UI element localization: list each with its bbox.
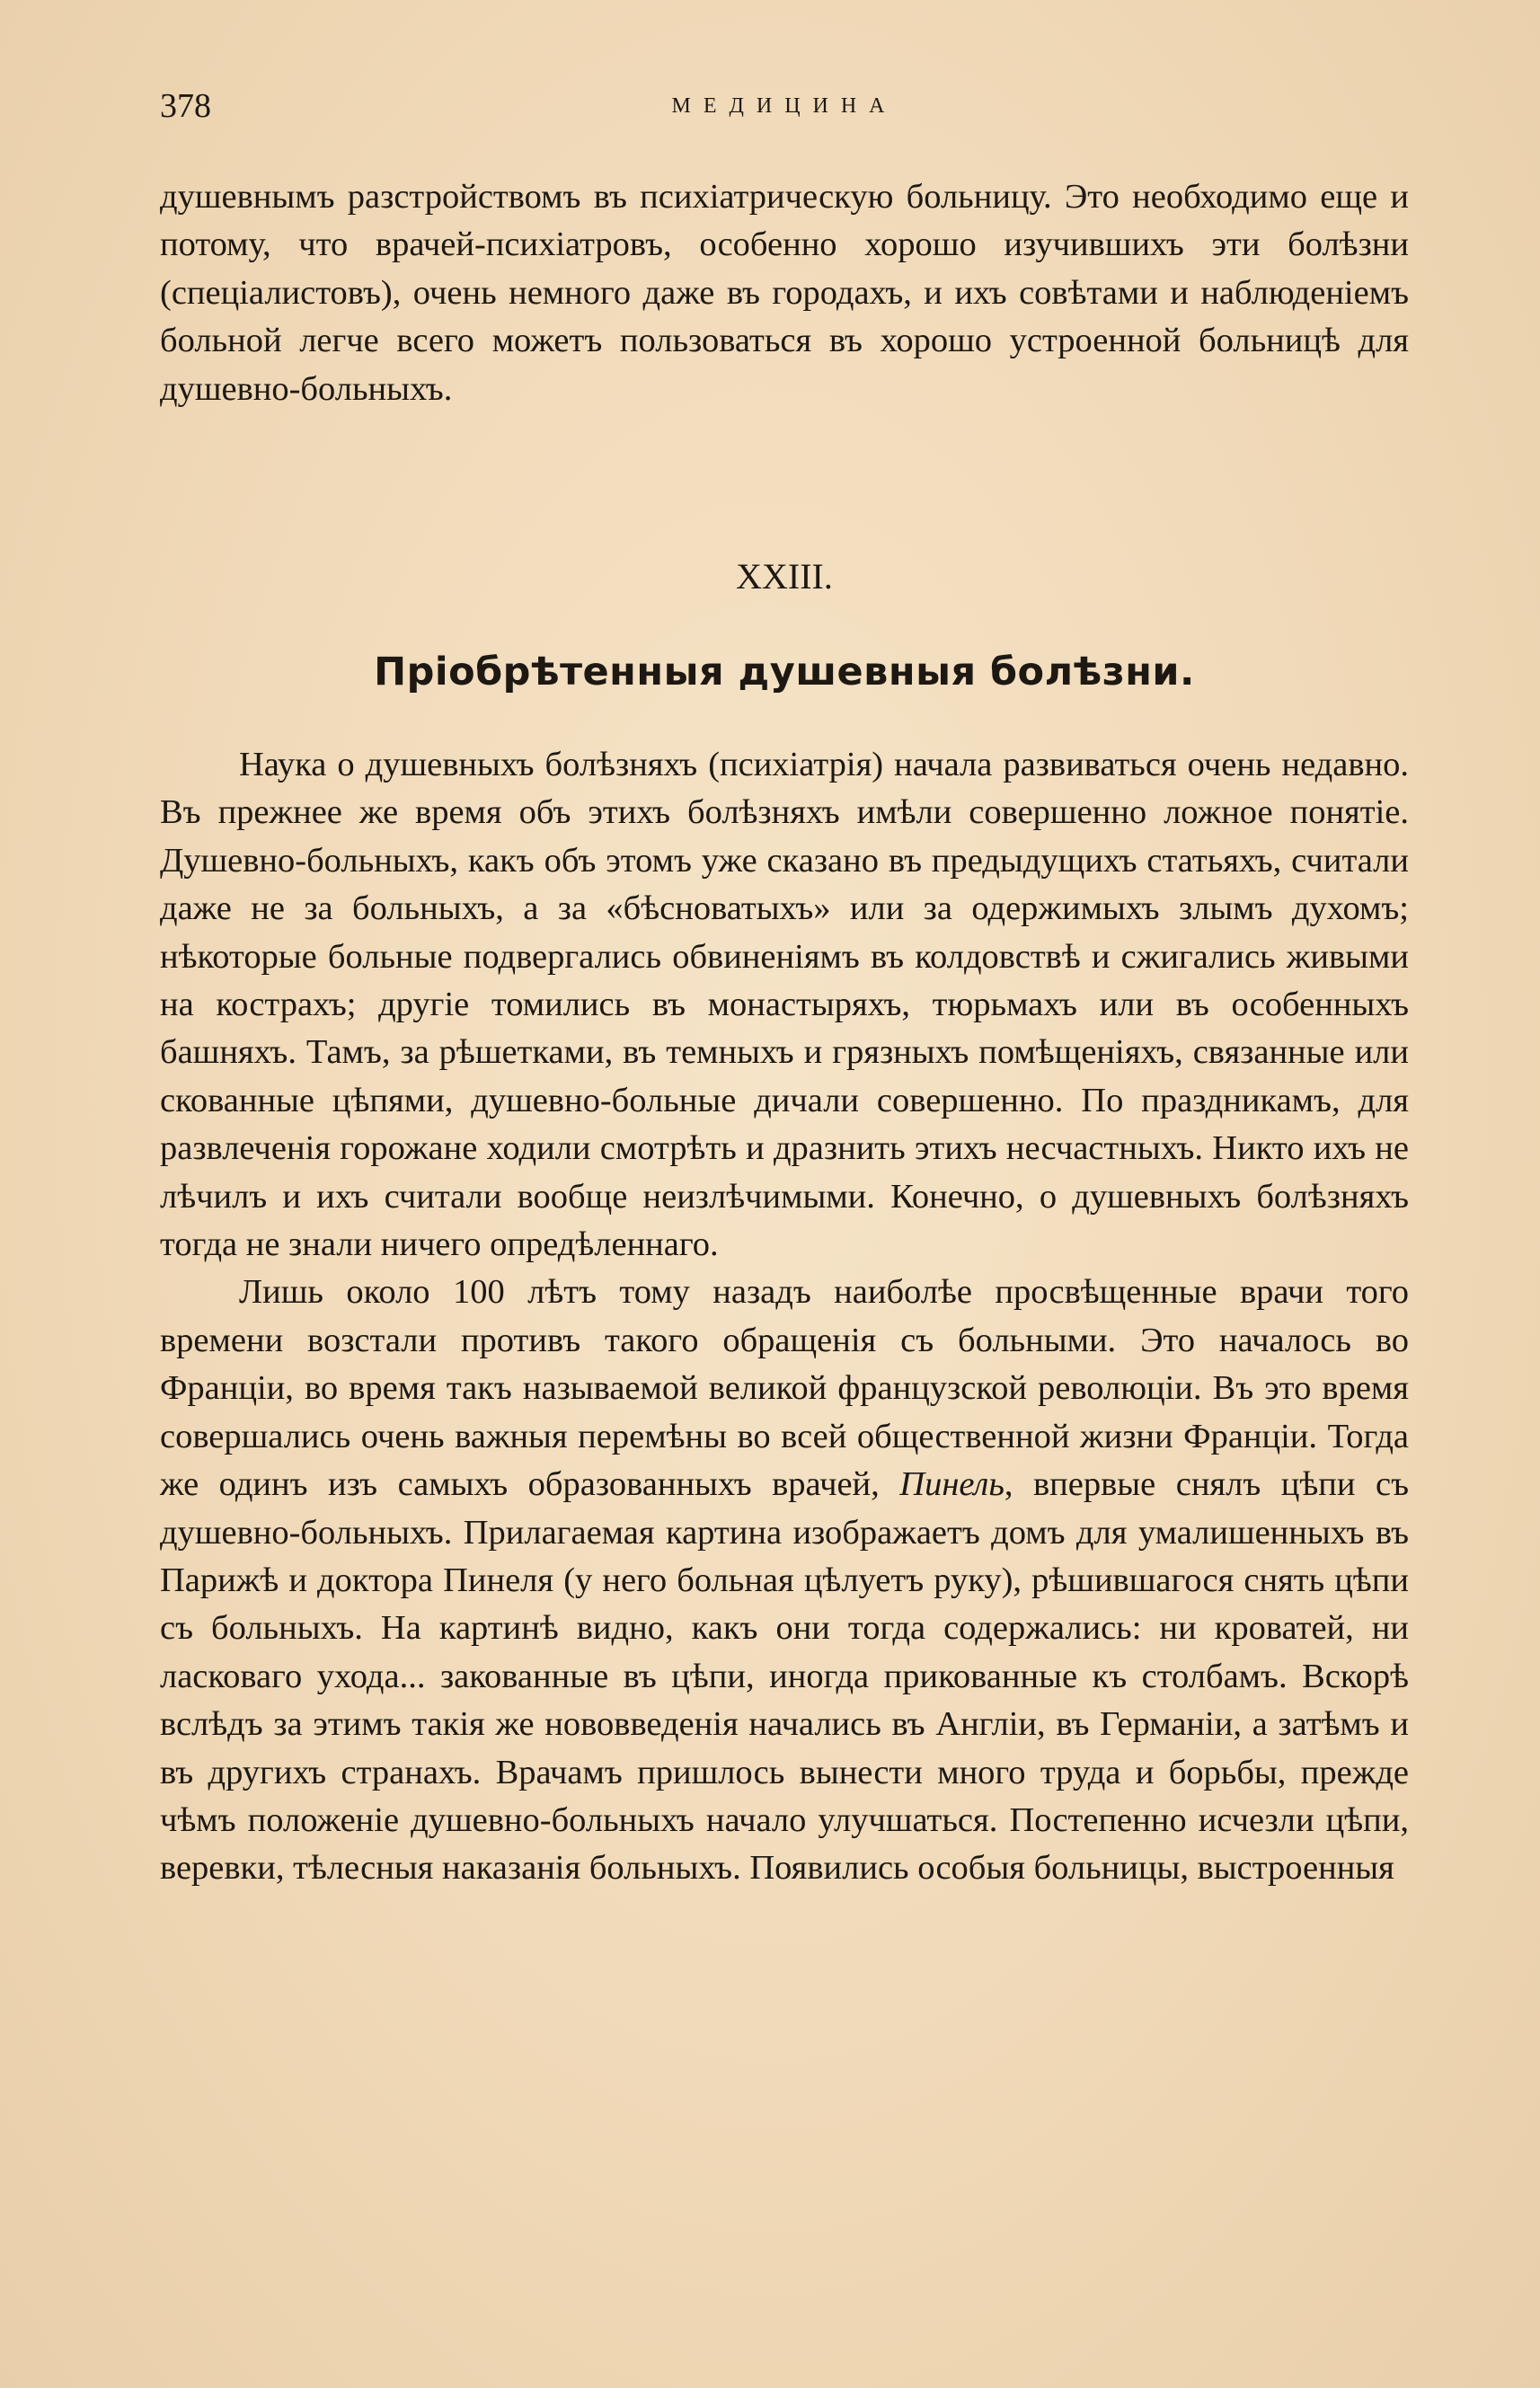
paragraph-2-after: , впервые снялъ цѣпи съ душевно-больныхъ. Прилагаемая картина изображаетъ домъ для умалишенныхъ въ Парижѣ и доктора Пинеля (у него больная цѣлуетъ руку), рѣшившагося снять цѣпи съ больныхъ. На картинѣ видно, какъ они тогда содержались: ни кроватей, ни ласковаго ухода... закованные въ цѣпи, иногда прикованные къ столбамъ. Вскорѣ вслѣдъ за этимъ такія же нововведенія начались въ Англіи, въ Германіи, а затѣмъ и въ другихъ странахъ. Врачамъ пришлось вынести много труда и борьбы, прежде чѣмъ положеніе душевно-больныхъ начало улучшаться. Постепенно исчезли цѣпи, веревки, тѣлесныя наказанія больныхъ. Появились особыя больницы, выстроенныя bbox=[160, 1465, 1409, 1888]
intro-text bbox=[160, 173, 1409, 413]
paragraph-2-before: Лишь около 100 лѣтъ тому назадъ наиболѣе просвѣщенные врачи того времени возстали противъ такого обращенія съ больными. Это началось во Франціи, во время такъ называемой великой французской революціи. Въ это время совершались очень важныя перемѣны во всей общественной жизни Франціи. Тогда же одинъ изъ самыхъ образованныхъ врачей, bbox=[160, 1273, 1409, 1504]
page-header bbox=[160, 79, 1409, 133]
pinel-name: Пинель bbox=[899, 1465, 1005, 1504]
section-title: Пріобрѣтенныя душевныя болѣзни. bbox=[374, 650, 1195, 694]
running-head: МЕДИЦИНА bbox=[671, 94, 898, 118]
section-number: XXIII. bbox=[736, 556, 833, 597]
paragraph-2 bbox=[160, 1269, 1409, 1892]
paragraph-1: Наука о душевныхъ болѣзняхъ (психіатрія) начала развиваться очень недавно. Въ прежнее же время объ этихъ болѣзняхъ имѣли совершенно ложное понятіе. Душевно-больныхъ, какъ объ этомъ уже сказано въ предыдущихъ статьяхъ, считали даже не за больныхъ, а за «бѣсноватыхъ» или за одержимыхъ злымъ духомъ; нѣкоторые больные подвергались обвиненіямъ въ колдовствѣ и сжигались живыми на кострахъ; другіе томились въ монастыряхъ, тюрьмахъ или въ особенныхъ башняхъ. Тамъ, за рѣшетками, въ темныхъ и грязныхъ помѣщеніяхъ, связанные или скованные цѣпями, душевно-больные дичали совершенно. По праздникамъ, для развлеченія горожане ходили смотрѣть и дразнить этихъ несчастныхъ. Никто ихъ не лѣчилъ и ихъ считали вообще неизлѣчимыми. Конечно, о душевныхъ болѣзняхъ тогда не знали ничего опредѣленнаго. bbox=[160, 746, 1409, 1264]
page-number: 378 bbox=[160, 87, 211, 125]
intro-paragraph: душевнымъ разстройствомъ въ психіатрическую больницу. Это необходимо еще и потому, что врачей-психіатровъ, особенно хорошо изучившихъ эти болѣзни (спеціалистовъ), очень немного даже въ городахъ, и ихъ совѣтами и наблюденіемъ больной легче всего можетъ пользоваться въ хорошо устроенной больницѣ для душевно-больныхъ. bbox=[160, 178, 1409, 408]
main-text bbox=[160, 741, 1409, 1893]
